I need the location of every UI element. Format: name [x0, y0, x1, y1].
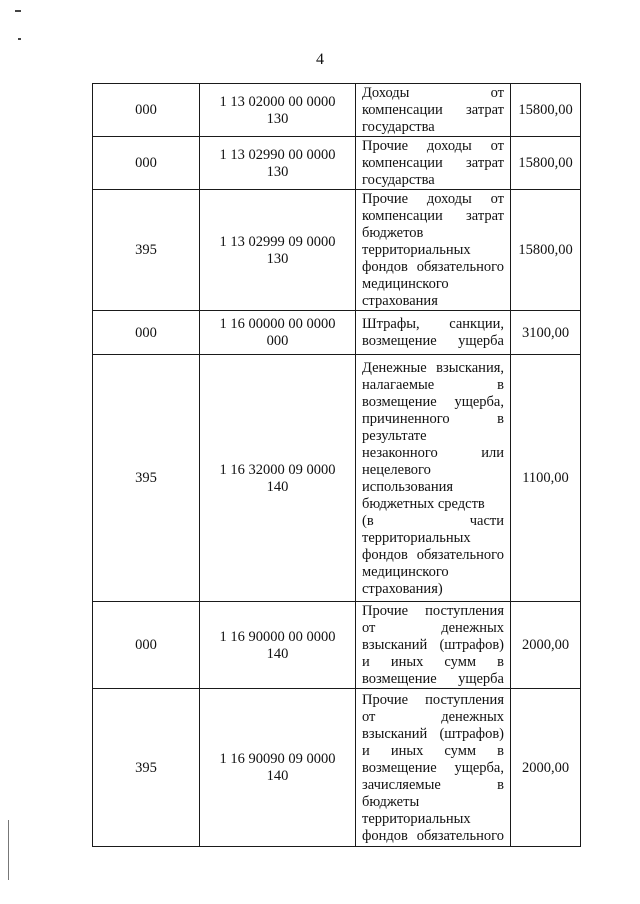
- revenue-name-line: территориальных: [362, 810, 471, 827]
- revenue-name-line: компенсации затрат: [362, 208, 504, 224]
- scan-artifact: [18, 38, 21, 40]
- code-line: 1 16 90090 09 0000: [219, 751, 336, 767]
- admin-code-cell: 000: [93, 84, 200, 137]
- revenue-name-cell: [356, 137, 511, 190]
- amount-cell: 3100,00: [511, 311, 581, 355]
- admin-code-cell: 000: [93, 137, 200, 190]
- revenue-name-line: Прочие доходы от: [362, 138, 504, 154]
- budget-classification-code-cell: [200, 84, 356, 137]
- code-line: 140: [266, 768, 289, 784]
- code-line: 130: [266, 250, 289, 267]
- revenue-name-line: компенсации затрат: [362, 102, 504, 118]
- revenue-name-cell: [356, 84, 511, 137]
- amount-cell: 2000,00: [511, 602, 581, 689]
- revenue-name-line: Штрафы, санкции,: [362, 316, 504, 332]
- table-row: [93, 689, 581, 847]
- amount-cell: 1100,00: [511, 355, 581, 602]
- revenue-name-line: и иных сумм в: [362, 742, 504, 759]
- code-line: 140: [266, 645, 289, 662]
- revenue-name-line: зачисляемые в: [362, 776, 504, 793]
- revenue-name-line: причиненного в: [362, 410, 504, 427]
- page-number: 4: [316, 51, 324, 68]
- revenue-name-cell: [356, 355, 511, 602]
- code-line: 1 13 02990 00 0000: [219, 146, 336, 163]
- revenue-name-line: налагаемые в: [362, 376, 504, 393]
- amount-cell: 15800,00: [511, 137, 581, 190]
- revenue-name-line: Прочие поступления: [362, 691, 504, 708]
- revenue-name-line: взысканий (штрафов): [362, 725, 504, 742]
- code-line: 130: [266, 163, 289, 180]
- revenue-name-line: страхования: [362, 293, 438, 309]
- code-line: 1 16 00000 00 0000: [219, 316, 336, 332]
- admin-code-cell: 395: [93, 355, 200, 602]
- admin-code-cell: 000: [93, 311, 200, 355]
- budget-classification-code-cell: [200, 190, 356, 311]
- table-row: [93, 311, 581, 355]
- budget-classification-code-cell: [200, 355, 356, 602]
- revenue-name-line: использования: [362, 478, 454, 495]
- revenue-name-line: территориальных: [362, 242, 471, 258]
- revenue-name-cell: [356, 602, 511, 689]
- code-line: 1 16 90000 00 0000: [219, 628, 336, 645]
- revenue-name-line: возмещение ущерба: [362, 671, 504, 687]
- revenue-name-line: фондов обязательного: [362, 546, 504, 563]
- code-line: 130: [266, 110, 289, 127]
- admin-code-cell: 395: [93, 190, 200, 311]
- revenue-name-line: Прочие доходы от: [362, 191, 504, 207]
- admin-code-cell: 000: [93, 602, 200, 689]
- revenue-name-line: нецелевого: [362, 461, 431, 478]
- scan-artifact: [15, 10, 21, 12]
- revenue-name-line: и иных сумм в: [362, 654, 504, 670]
- revenue-name-line: результате: [362, 427, 427, 444]
- revenue-name-line: возмещение ущерба,: [362, 393, 504, 410]
- code-line: 1 13 02000 00 0000: [219, 93, 336, 110]
- budget-classification-code-cell: [200, 137, 356, 190]
- revenue-name-line: территориальных: [362, 529, 471, 546]
- revenue-name-line: взысканий (штрафов): [362, 637, 504, 653]
- budget-classification-code-cell: [200, 689, 356, 847]
- table-body: [93, 84, 581, 847]
- revenue-name-line: Прочие поступления: [362, 603, 504, 619]
- revenue-name-line: компенсации затрат: [362, 155, 504, 171]
- revenue-name-line: государства: [362, 119, 435, 135]
- scan-artifact: [8, 820, 9, 880]
- admin-code-cell: 395: [93, 689, 200, 847]
- revenue-name-cell: [356, 689, 511, 847]
- revenue-name-line: возмещение ущерба,: [362, 759, 504, 776]
- table-row: [93, 84, 581, 137]
- table-row: [93, 137, 581, 190]
- revenue-name-line: (в части: [362, 512, 504, 529]
- revenue-name-line: Денежные взыскания,: [362, 359, 504, 376]
- revenue-name-line: медицинского: [362, 276, 449, 292]
- code-line: 1 16 32000 09 0000: [219, 461, 336, 478]
- code-line: 1 13 02999 09 0000: [219, 233, 336, 250]
- revenue-name-line: от денежных: [362, 620, 504, 636]
- revenue-name-cell: [356, 311, 511, 355]
- budget-classification-code-cell: [200, 602, 356, 689]
- revenue-name-line: от денежных: [362, 708, 504, 725]
- revenue-name-line: бюджетов: [362, 225, 424, 241]
- budget-classification-code-cell: [200, 311, 356, 355]
- revenue-name-line: страхования): [362, 580, 443, 597]
- amount-cell: 2000,00: [511, 689, 581, 847]
- budget-revenue-table: [92, 83, 581, 847]
- revenue-name-line: Доходы от: [362, 85, 504, 101]
- revenue-name-line: бюджеты: [362, 793, 420, 810]
- revenue-name-cell: [356, 190, 511, 311]
- code-line: 140: [266, 478, 289, 495]
- revenue-name-line: бюджетных средств: [362, 495, 485, 512]
- revenue-name-line: незаконного или: [362, 444, 504, 461]
- table-row: [93, 355, 581, 602]
- amount-cell: 15800,00: [511, 190, 581, 311]
- code-line: 000: [266, 333, 289, 349]
- revenue-name-line: возмещение ущерба: [362, 333, 504, 349]
- revenue-name-line: медицинского: [362, 563, 449, 580]
- table-row: [93, 190, 581, 311]
- revenue-name-line: государства: [362, 172, 435, 188]
- table-row: [93, 602, 581, 689]
- revenue-name-line: фондов обязательного: [362, 827, 504, 844]
- revenue-name-line: фондов обязательного: [362, 259, 504, 275]
- amount-cell: 15800,00: [511, 84, 581, 137]
